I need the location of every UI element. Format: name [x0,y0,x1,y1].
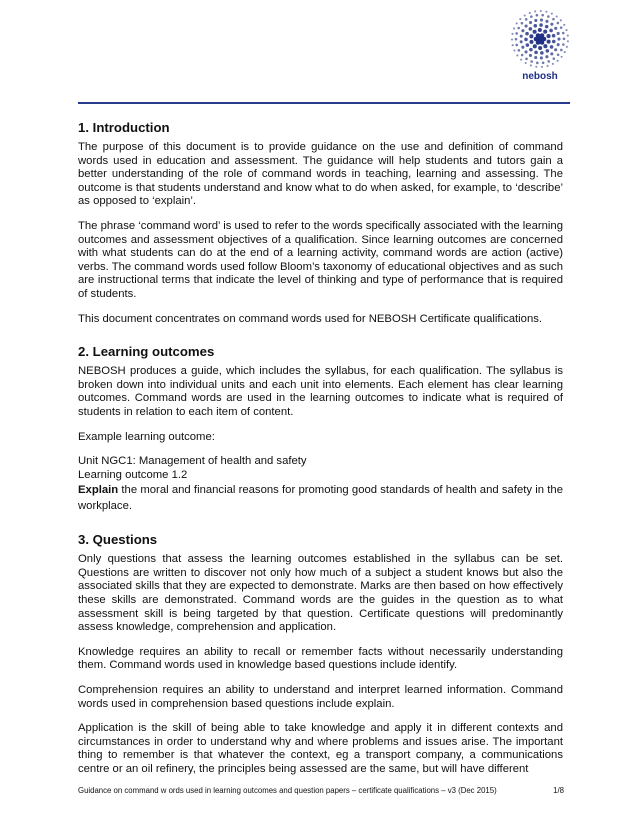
questions-paragraph-4: Application is the skill of being able to take knowledge and apply it in different contexts and circumstances in order to understand why and where problems and issues arise. The important thing to remember is that whatever the context, eg a transport company, a communications centre or an oil refinery, the principles being assessed are the same, but will have different [78,722,563,775]
page-number: 1/8 [553,786,564,795]
section-heading-introduction: 1. Introduction [78,120,170,135]
intro-paragraph-3: This document concentrates on command words used for NEBOSH Certificate qualifications. [78,312,543,325]
learning-outcomes-paragraph-1: NEBOSH produces a guide, which includes the syllabus, for each qualification. The syllabus is broken down into individual units and each unit into elements. Each element has clear learning outcomes. Command words are used in the learning outcomes to indicate what is required of students in relation to each item of content. [78,365,563,418]
example-statement-text: the moral and financial reasons for promoting good standards of health and safety in the workplace. [78,484,563,513]
nebosh-globe-icon [510,8,570,70]
section-heading-questions: 3. Questions [78,532,158,548]
example-outcome: Learning outcome 1.2 [78,468,188,481]
example-statement [78,482,563,514]
questions-paragraph-3: Comprehension requires an ability to understand and interpret learned information. Command words used in comprehension based questions include explain. [78,684,563,710]
section-heading-learning-outcomes: 2. Learning outcomes [78,344,215,360]
footer-text: Guidance on command w ords used in learning outcomes and question papers – certificate qualifications – v3 (Dec 2015) [78,786,497,795]
page-footer [78,786,564,796]
questions-paragraph-2: Knowledge requires an ability to recall or remember facts without necessarily understanding them. Command words used in knowledge based questions include identify. [78,645,563,672]
learning-outcomes-paragraph-2: Example learning outcome: [78,430,215,443]
intro-paragraph-2: The phrase ‘command word’ is used to refer to the words specifically associated with the learning outcomes and assessment objectives of a qualification. Since learning outcomes are concerned with what students can do at the end of a learning activity, command words are action (active) verbs. The command words used follow Bloom’s taxonomy of educational objectives and as such are instructional terms that indicate the level of thinking and type of performance that is required of students. [78,219,563,300]
logo-wordmark: nebosh [522,71,558,82]
nebosh-logo [510,8,570,100]
example-unit: Unit NGC1: Management of health and safety [78,455,307,468]
example-command-word: Explain [78,484,119,497]
header-rule [78,102,570,104]
document-body [78,120,563,777]
questions-paragraph-1: Only questions that assess the learning outcomes established in the syllabus can be set. Questions are written to discover not only how much of a subject a student knows but also the associated skills that they are expected to demonstrate. Marks are then based on how effectively these skills are demonstrated. Command words are the guides in the question as to what assessment skill is being targeted by that question. Certificate questions will predominantly assess knowledge, comprehension and application. [78,553,563,634]
intro-paragraph-1: The purpose of this document is to provide guidance on the use and definition of command words used in education and assessment. The guidance will help students and tutors gain a better understanding of the role of command words in teaching, learning and assessing. The outcome is that students understand and know what to do when asked, for example, to ‘describe’ as opposed to ‘explain’. [78,141,563,208]
